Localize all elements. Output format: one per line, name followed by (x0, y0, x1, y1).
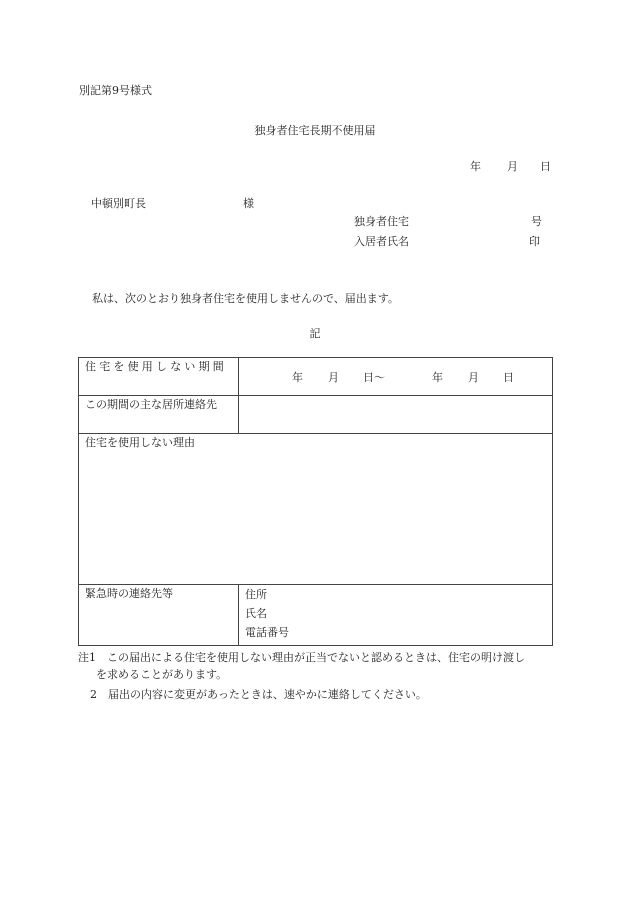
note-2: 2 届出の内容に変更があったときは、速やかに連絡してください。 (90, 688, 427, 701)
period-field[interactable] (239, 358, 553, 396)
emergency-row (79, 585, 553, 646)
seal-mark: 印 (529, 235, 540, 248)
period-to-day: 日 (503, 370, 514, 384)
reason-label: 住宅を使用しない理由 (85, 436, 195, 449)
emergency-address-label: 住所 (245, 588, 267, 601)
period-row (79, 358, 553, 396)
residence-row (79, 396, 553, 434)
ki-heading: 記 (309, 327, 321, 340)
intro-text: 私は、次のとおり独身者住宅を使用しませんので、届出ます。 (92, 292, 399, 305)
form-number: 別記第9号様式 (79, 84, 152, 97)
addressee-honorific: 様 (243, 197, 254, 210)
note-1-line-1: 注1 この届出による住宅を使用しない理由が正当でないと認めるときは、住宅の明け渡し (78, 651, 525, 664)
period-from-year: 年 (292, 370, 303, 384)
notification-table (78, 357, 553, 646)
period-to-month: 月 (468, 370, 479, 384)
date-year-label: 年 (470, 160, 481, 173)
residence-label: この期間の主な居所連絡先 (79, 396, 239, 434)
resident-name-label: 入居者氏名 (354, 235, 409, 248)
emergency-phone-label: 電話番号 (245, 626, 289, 639)
addressee-name: 中頓別町長 (91, 197, 146, 210)
emergency-label: 緊急時の連絡先等 (79, 585, 239, 646)
period-to-year: 年 (432, 370, 443, 384)
period-from-day: 日～ (363, 370, 385, 384)
reason-row (79, 434, 553, 585)
period-from-month: 月 (328, 370, 339, 384)
date-day-label: 日 (540, 160, 551, 173)
period-label: 住宅を使用しない期間 (79, 358, 239, 396)
residence-field[interactable] (239, 396, 553, 434)
housing-label: 独身者住宅 (354, 215, 409, 228)
reason-field[interactable] (79, 434, 553, 585)
date-month-label: 月 (507, 160, 518, 173)
emergency-contact-field[interactable] (239, 585, 553, 646)
note-1-line-2: を求めることがあります。 (96, 668, 228, 681)
form-title: 独身者住宅長期不使用届 (254, 124, 376, 137)
emergency-name-label: 氏名 (245, 607, 267, 620)
housing-number-suffix: 号 (531, 215, 542, 228)
